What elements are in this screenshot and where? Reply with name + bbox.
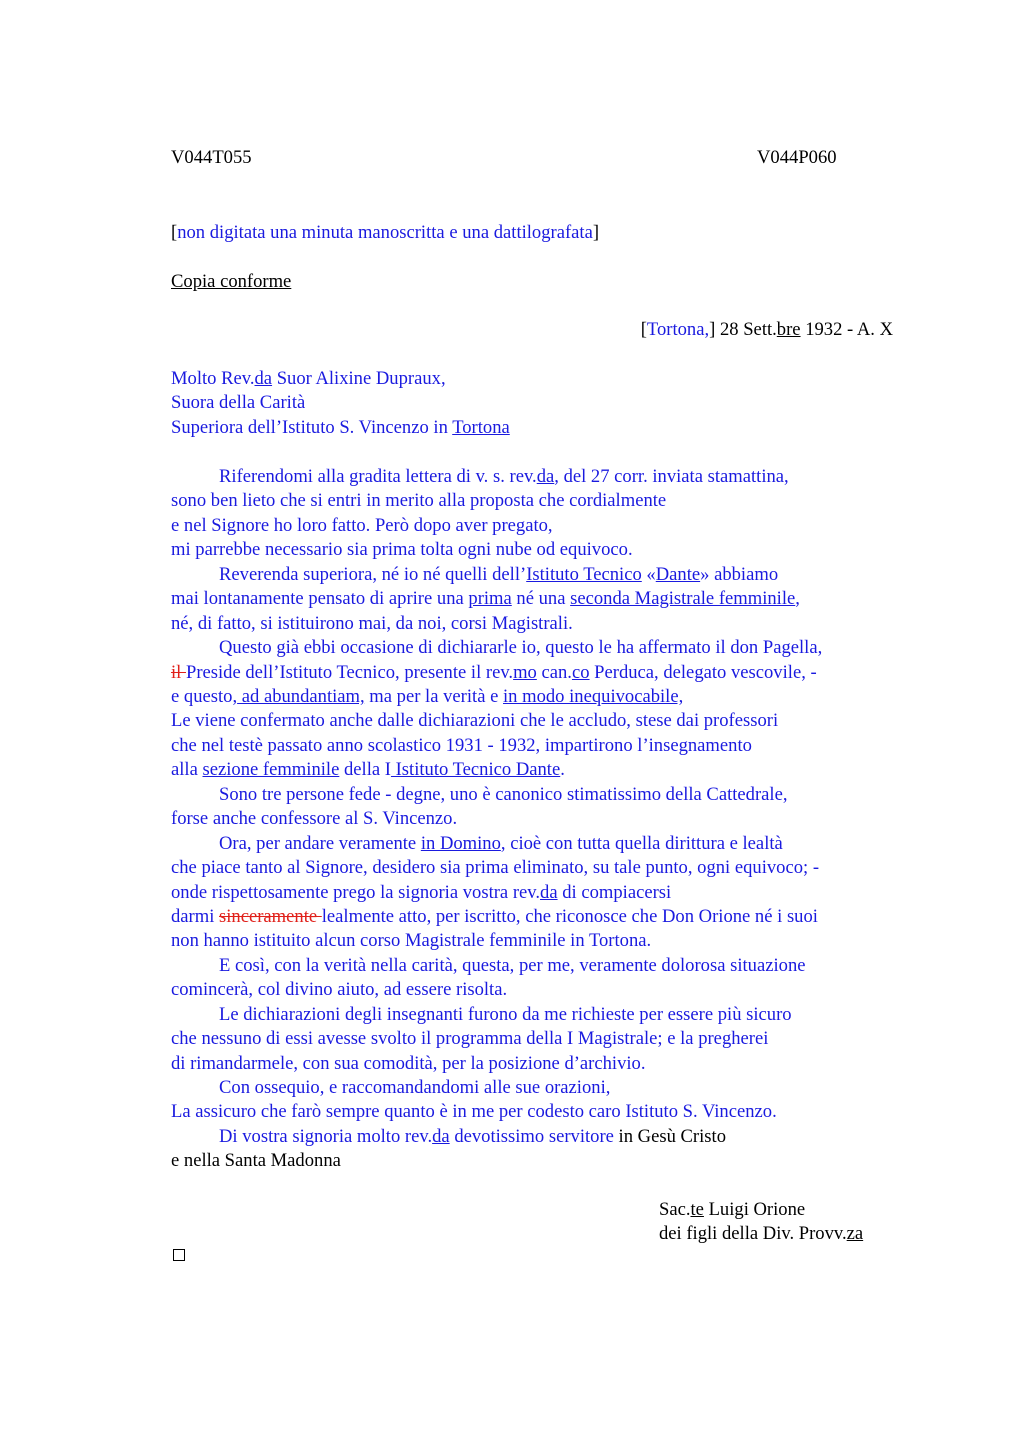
body-line: alla sezione femminile della I Istituto Tecnico Dante.: [171, 759, 565, 780]
body-line: e nel Signore ho loro fatto. Però dopo aver pregato,: [171, 515, 553, 536]
letter-date: [Tortona,] 28 Sett.bre 1932 - A. X: [640, 319, 893, 340]
recipient-line-2: Suora della Carità: [171, 392, 306, 413]
body-line: comincerà, col divino aiuto, ad essere risolta.: [171, 979, 508, 1000]
copy-label: Copia conforme: [171, 271, 292, 292]
body-line: che nel testè passato anno scolastico 1931 - 1932, impartirono l’insegnamento: [171, 735, 752, 756]
body-line: forse anche confessore al S. Vincenzo.: [171, 808, 458, 829]
body-line: che nessuno di essi avesse svolto il programma della I Magistrale; e la pregherei: [171, 1028, 769, 1049]
date-place: Tortona,: [646, 319, 710, 340]
body-line: onde rispettosamente prego la signoria vostra rev.da di compiacersi: [171, 882, 672, 903]
document-code-right: V044P060: [757, 147, 837, 168]
body-line: Questo già ebbi occasione di dichiararle io, questo le ha affermato il don Pagella,: [219, 637, 823, 658]
body-line: mai lontanamente pensato di aprire una prima né una seconda Magistrale femminile,: [171, 588, 800, 609]
body-line: Le viene confermato anche dalle dichiarazioni che le accludo, stese dai professori: [171, 710, 779, 731]
signature-line-2: dei figli della Div. Provv.za: [659, 1223, 864, 1244]
body-line: e questo, ad abundantiam, ma per la verità e in modo inequivocabile,: [171, 686, 684, 707]
body-line: E così, con la verità nella carità, questa, per me, veramente dolorosa situazione: [219, 955, 806, 976]
body-line: non hanno istituito alcun corso Magistrale femminile in Tortona.: [171, 930, 652, 951]
body-line: Ora, per andare veramente in Domino, cioè con tutta quella dirittura e lealtà: [219, 833, 783, 854]
body-line: che piace tanto al Signore, desidero sia prima eliminato, su tale punto, ogni equivoco; -: [171, 857, 820, 878]
document-code-left: V044T055: [171, 147, 252, 168]
body-line: di rimandarmele, con sua comodità, per la posizione d’archivio.: [171, 1053, 646, 1074]
body-line: Le dichiarazioni degli insegnanti furono da me richieste per essere più sicuro: [219, 1004, 792, 1025]
signature-line-1: Sac.te Luigi Orione: [659, 1199, 806, 1220]
checkbox-square: [173, 1249, 185, 1261]
closing-line: e nella Santa Madonna: [171, 1150, 341, 1171]
body-line: né, di fatto, si istituirono mai, da noi, corsi Magistrali.: [171, 613, 573, 634]
recipient-line-1: Molto Rev.da Suor Alixine Dupraux,: [171, 368, 446, 389]
body-line: il Preside dell’Istituto Tecnico, presente il rev.mo can.co Perduca, delegato vescovile, -: [171, 662, 817, 683]
recipient-line-3: Superiora dell’Istituto S. Vincenzo in Tortona: [171, 417, 510, 438]
body-line: Sono tre persone fede - degne, uno è canonico stimatissimo della Cattedrale,: [219, 784, 788, 805]
body-line: mi parrebbe necessario sia prima tolta ogni nube od equivoco.: [171, 539, 633, 560]
body-line: Reverenda superiora, né io né quelli dell’Istituto Tecnico «Dante» abbiamo: [219, 564, 779, 585]
body-line: La assicuro che farò sempre quanto è in me per codesto caro Istituto S. Vincenzo.: [171, 1101, 777, 1122]
body-line: sono ben lieto che si entri in merito alla proposta che cordialmente: [171, 490, 667, 511]
editorial-note-text: non digitata una minuta manoscritta e una dattilografata: [177, 222, 593, 243]
editorial-note: [non digitata una minuta manoscritta e una dattilografata]: [171, 222, 600, 243]
deleted-text: il: [171, 662, 186, 683]
deleted-text: sinceramente: [219, 906, 322, 927]
closing-line: Di vostra signoria molto rev.da devotissimo servitore in Gesù Cristo: [219, 1126, 726, 1147]
body-line: Riferendomi alla gradita lettera di v. s. rev.da, del 27 corr. inviata stamattina,: [219, 466, 789, 487]
body-line: Con ossequio, e raccomandandomi alle sue orazioni,: [219, 1077, 611, 1098]
body-line: darmi sinceramente lealmente atto, per iscritto, che riconosce che Don Orione né i suoi: [171, 906, 818, 927]
